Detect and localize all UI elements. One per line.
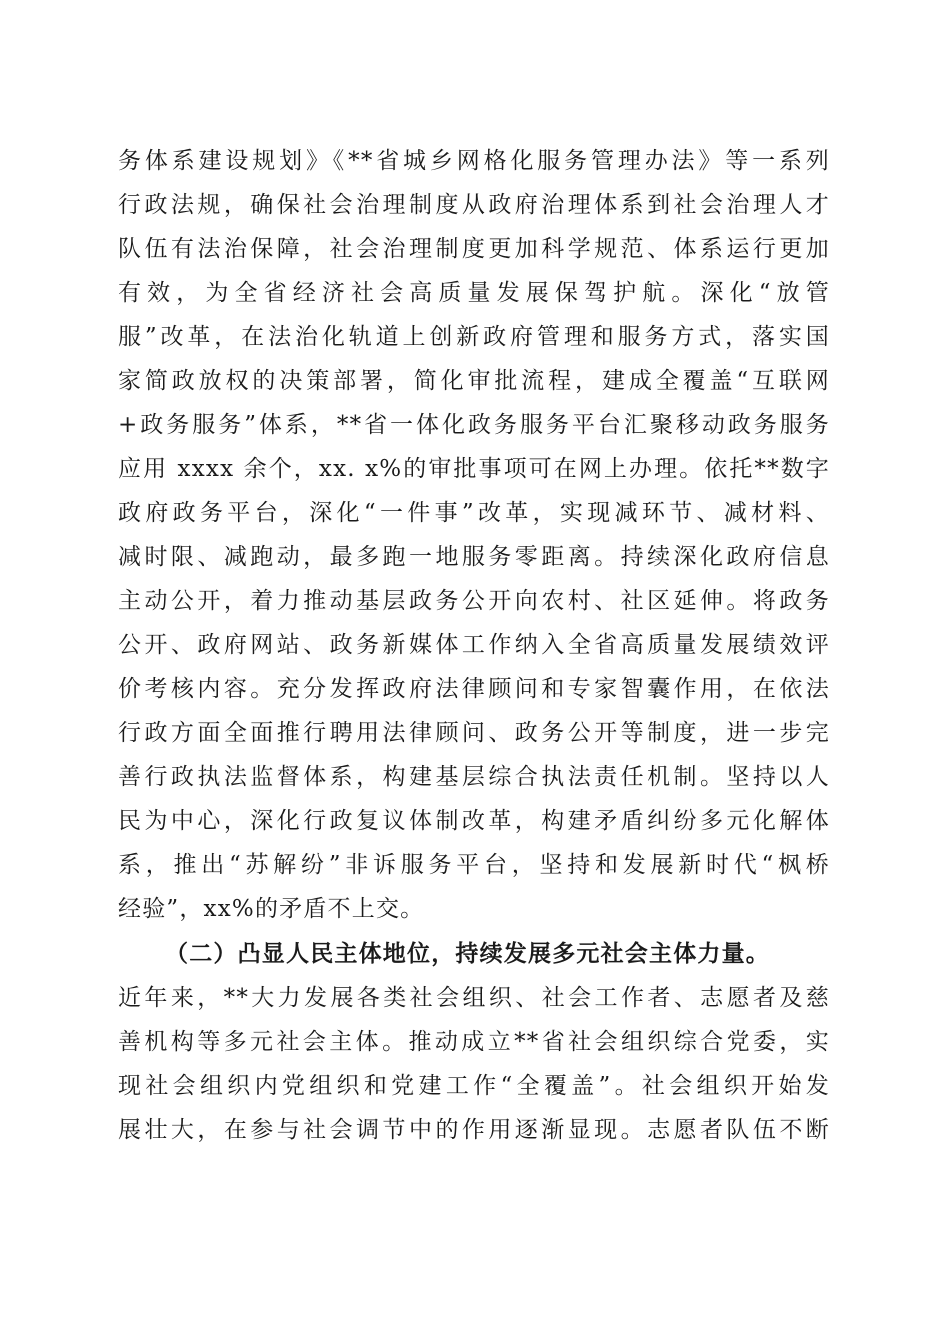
paragraph-social-actors bbox=[118, 976, 830, 1152]
text-line: 经验”，xx%的矛盾不上交。 bbox=[118, 896, 425, 922]
text-line: 减时限、减跑动，最多跑一地服务零距离。持续深化政府信息 bbox=[118, 544, 830, 570]
text-line: 行政法规，确保社会治理制度从政府治理体系到社会治理人才 bbox=[118, 192, 830, 218]
text-line: 公开、政府网站、政务新媒体工作纳入全省高质量发展绩效评 bbox=[118, 632, 830, 658]
text-line: 有效，为全省经济社会高质量发展保驾护航。深化“放管 bbox=[118, 280, 830, 306]
text-line: 近年来，**大力发展各类社会组织、社会工作者、志愿者及慈 bbox=[118, 985, 830, 1011]
document-body bbox=[118, 139, 830, 1152]
text-line: 善行政执法监督体系，构建基层综合执法责任机制。坚持以人 bbox=[118, 764, 830, 790]
text-line: 服”改革，在法治化轨道上创新政府管理和服务方式，落实国 bbox=[118, 324, 830, 350]
text-line: 家简政放权的决策部署，简化审批流程，建成全覆盖“互联网 bbox=[118, 368, 830, 394]
text-line: 展壮大，在参与社会调节中的作用逐渐显现。志愿者队伍不断 bbox=[118, 1117, 830, 1143]
text-line: 主动公开，着力推动基层政务公开向农村、社区延伸。将政务 bbox=[118, 588, 830, 614]
text-line: 行政方面全面推行聘用法律顾问、政务公开等制度，进一步完 bbox=[118, 720, 830, 746]
text-line: 队伍有法治保障，社会治理制度更加科学规范、体系运行更加 bbox=[118, 236, 830, 262]
text-line: 价考核内容。充分发挥政府法律顾问和专家智囊作用，在依法 bbox=[118, 676, 830, 702]
text-line: 现社会组织内党组织和党建工作“全覆盖”。社会组织开始发 bbox=[118, 1073, 830, 1099]
text-line: 系，推出“苏解纷”非诉服务平台，坚持和发展新时代“枫桥 bbox=[118, 852, 830, 878]
paragraph-law-governance bbox=[118, 139, 830, 931]
text-line: +政务服务”体系，**省一体化政务服务平台汇聚移动政务服务 bbox=[118, 412, 830, 438]
text-line: 民为中心，深化行政复议体制改革，构建矛盾纠纷多元化解体 bbox=[118, 808, 830, 834]
text-line: 应用 xxxx 余个，xx. x%的审批事项可在网上办理。依托**数字 bbox=[118, 456, 830, 482]
text-line: 政府政务平台，深化“一件事”改革，实现减环节、减材料、 bbox=[118, 500, 830, 526]
text-line: 务体系建设规划》《**省城乡网格化服务管理办法》等一系列 bbox=[118, 148, 830, 174]
text-line: 善机构等多元社会主体。推动成立**省社会组织综合党委，实 bbox=[118, 1029, 830, 1055]
section-heading: （二）凸显人民主体地位，持续发展多元社会主体力量。 bbox=[165, 940, 770, 967]
